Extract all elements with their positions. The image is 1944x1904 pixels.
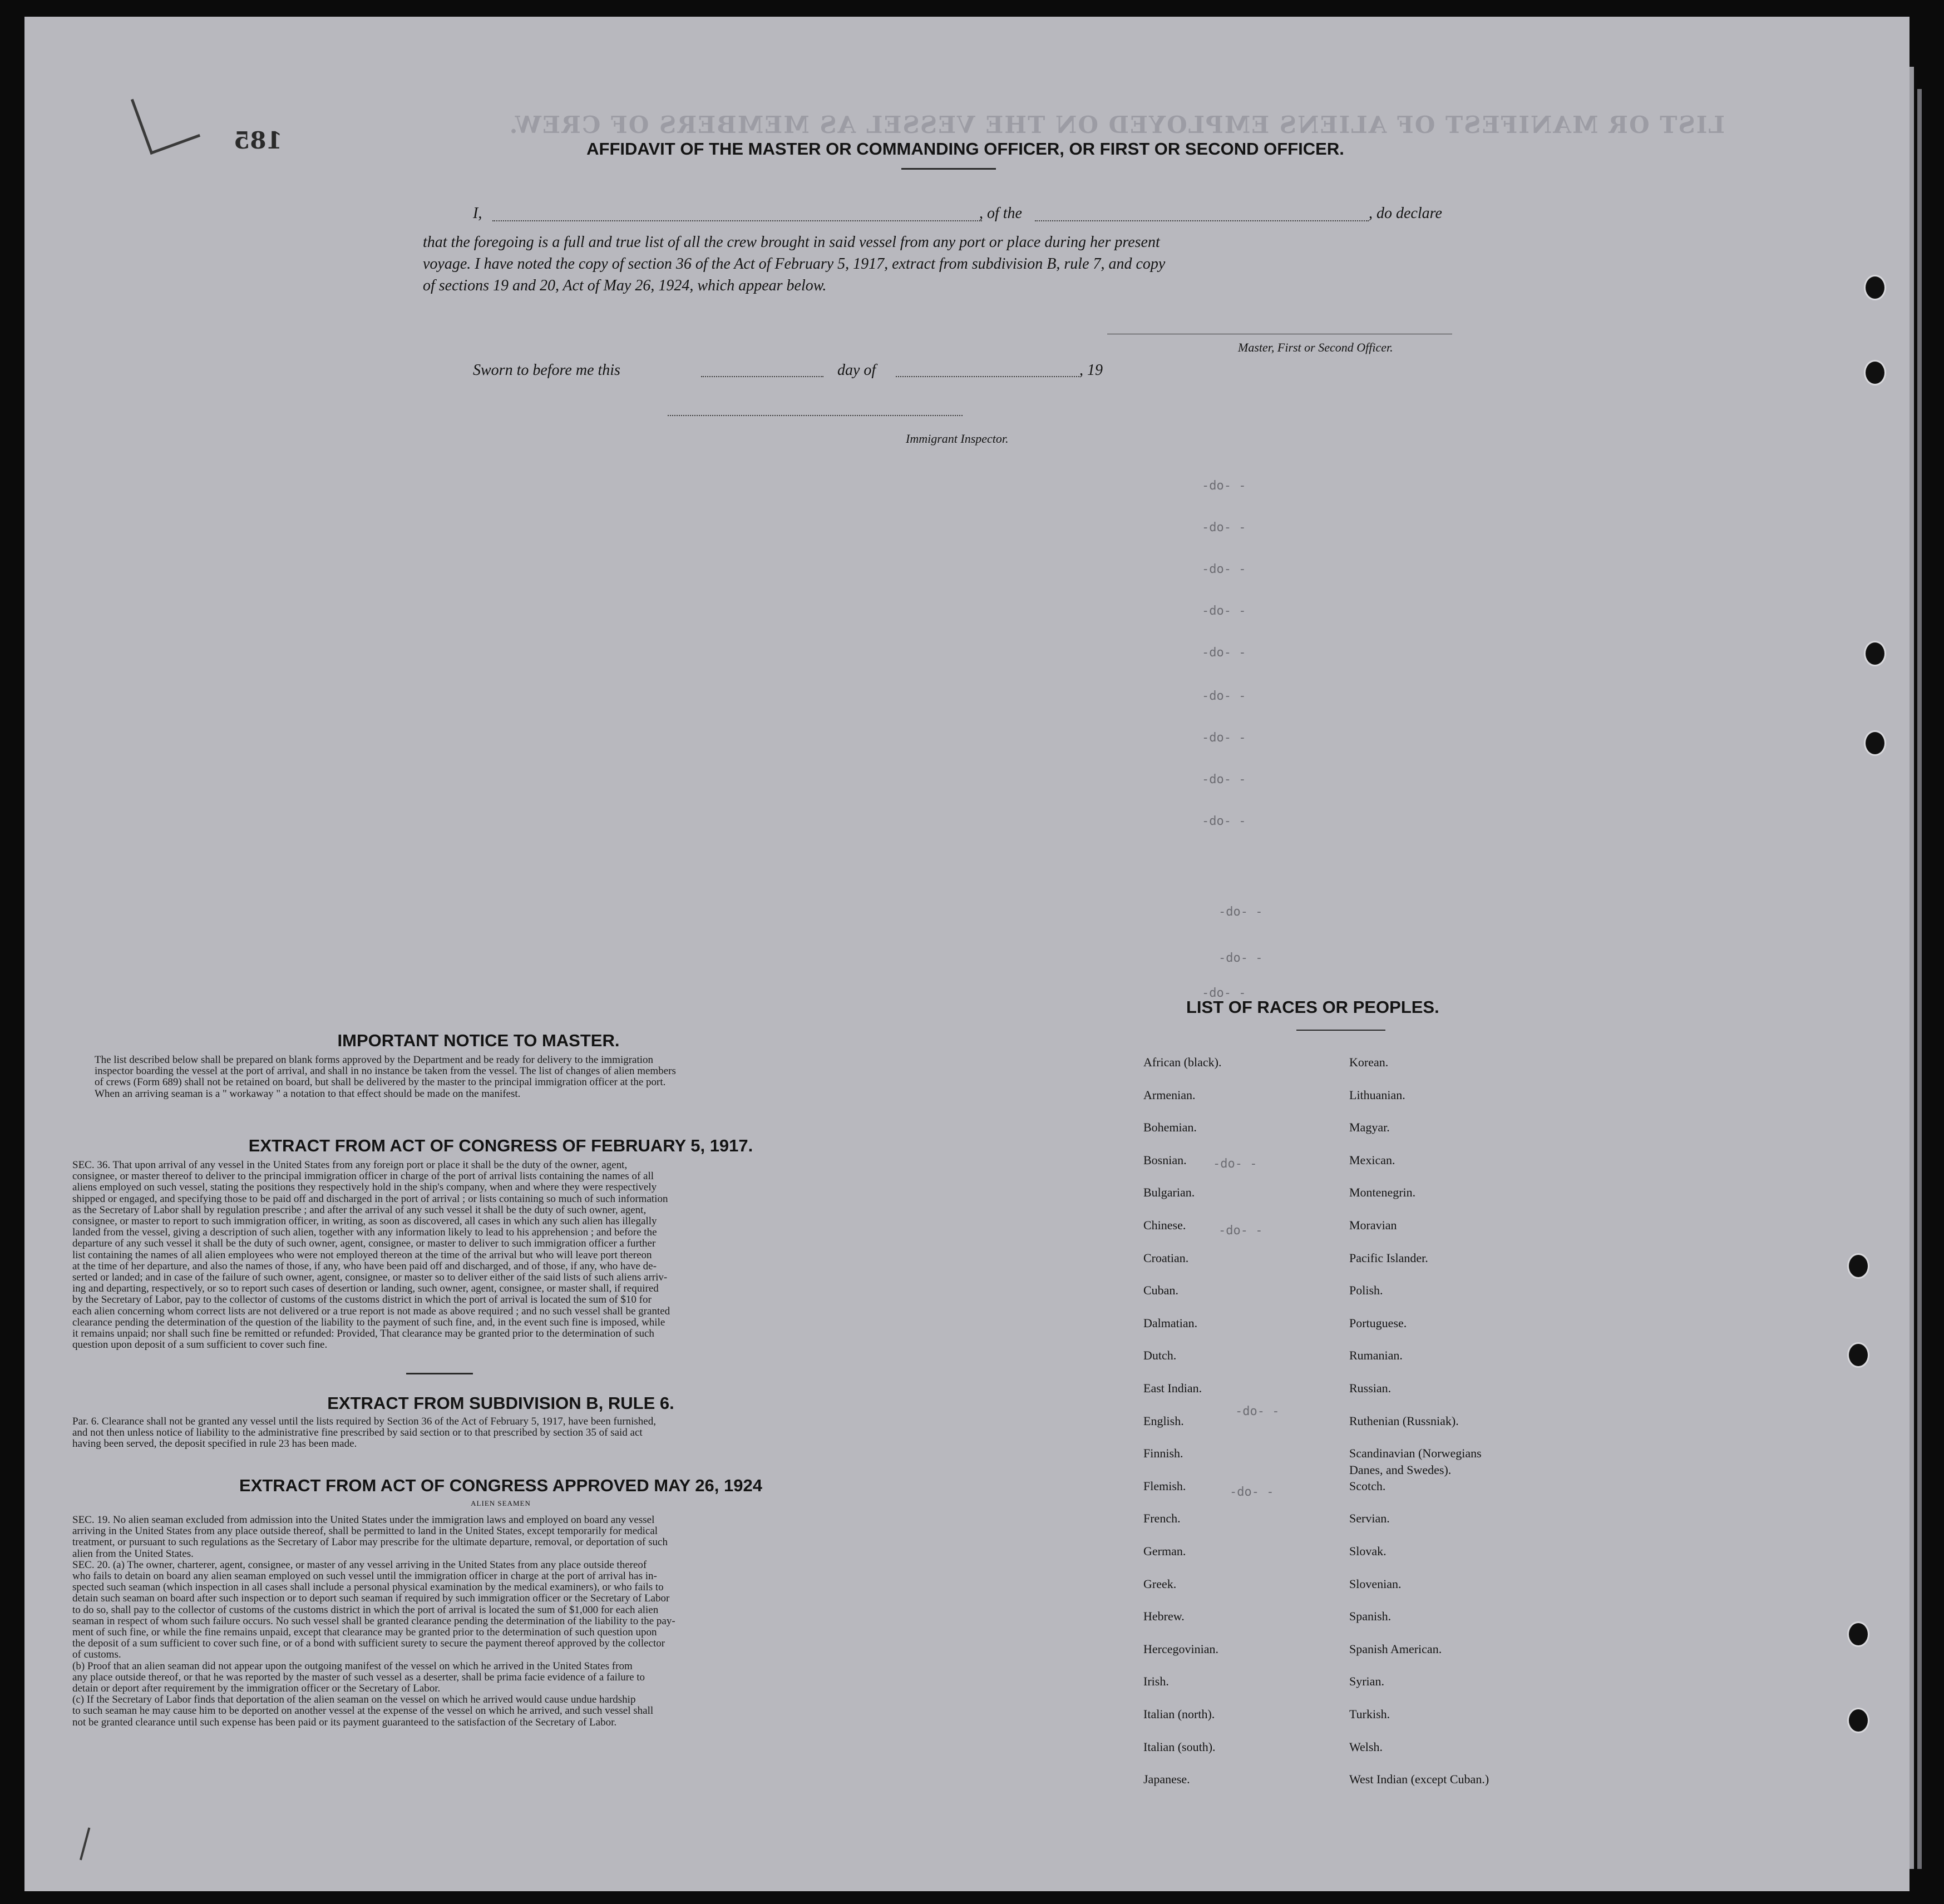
master-caption: Master, First or Second Officer. <box>1238 340 1393 354</box>
race-item: Italian (south). <box>1143 1739 1216 1754</box>
punch-hole <box>1847 1342 1869 1368</box>
affidavit-text-line: that the foregoing is a full and true list of all the crew brought in said vessel from any port or place during her present <box>423 234 1160 251</box>
bleed-through-mark: -do- - <box>1202 562 1246 576</box>
notice-title: IMPORTANT NOTICE TO MASTER. <box>337 1031 620 1050</box>
race-item: African (black). <box>1143 1055 1222 1069</box>
race-item: Turkish. <box>1349 1707 1390 1721</box>
race-item: Welsh. <box>1349 1739 1383 1754</box>
race-item: Finnish. <box>1143 1446 1183 1461</box>
notice-body <box>95 1055 885 1100</box>
text-line: as the Secretary of Labor shall by regulation prescribe ; and after the arrival of any such vessel it shall be the duty of such owner, agent, <box>72 1204 647 1216</box>
race-item: Lithuanian. <box>1349 1087 1405 1102</box>
race-item: Pacific Islander. <box>1349 1250 1428 1265</box>
text-line: aliens employed on such vessel, stating the positions they respectively hold in the ship's company, when and where they were respectively <box>72 1181 657 1194</box>
races-rule <box>1296 1030 1385 1031</box>
race-item: Greek. <box>1143 1576 1177 1591</box>
race-item: English. <box>1143 1413 1184 1428</box>
act-1924-body <box>72 1515 885 1728</box>
race-item: French. <box>1143 1511 1181 1526</box>
text-line: When an arriving seaman is a " workaway " a notation to that effect should be made on the manifest. <box>95 1087 521 1100</box>
text-line: having been served, the deposit specified in rule 23 has been made. <box>72 1438 357 1450</box>
race-item: Slovak. <box>1349 1544 1387 1558</box>
subdivision-title: EXTRACT FROM SUBDIVISION B, RULE 6. <box>327 1393 674 1413</box>
punch-hole <box>1847 1253 1869 1279</box>
affidavit-text-line: voyage. I have noted the copy of section 36 of the Act of February 5, 1917, extract from subdivision B, rule 7, and copy <box>423 255 1166 273</box>
name-blank <box>492 220 982 221</box>
race-item: Scandinavian (Norwegians <box>1349 1446 1482 1461</box>
act-1924-subtitle: ALIEN SEAMEN <box>471 1499 531 1507</box>
text-line: consignee, or master to report to such immigration officer, in writing, as soon as discovered, all cases in which any such alien has illegally <box>72 1215 657 1228</box>
text-line: seaman in respect of whom such failure occurs. No such vessel shall be granted clearance pending the determination of the liability to the pay- <box>72 1615 675 1627</box>
race-item: Ruthenian (Russniak). <box>1349 1413 1459 1428</box>
inspector-signature-line <box>668 415 963 416</box>
affidavit-text-line: of sections 19 and 20, Act of May 26, 1924, which appear below. <box>423 277 827 294</box>
text-line: (c) If the Secretary of Labor finds that deportation of the alien seaman on the vessel on which he arrived would cause undue hardship <box>72 1694 636 1706</box>
races-title: LIST OF RACES OR PEOPLES. <box>1186 997 1439 1017</box>
race-item: Spanish. <box>1349 1609 1392 1624</box>
race-item: Moravian <box>1349 1218 1397 1232</box>
text-line: ing and departing, respectively, or so to report such cases of desertion or landing, such owner, agent, consignee, or master shall, if required <box>72 1283 659 1295</box>
bleed-through-header: LIST OR MANIFEST OF ALIENS EMPLOYED ON THE VESSEL AS MEMBERS OF CREW. <box>508 111 1725 139</box>
bleed-through-mark: -do- - <box>1213 1157 1257 1171</box>
race-item: Bohemian. <box>1143 1120 1197 1135</box>
affidavit-of-the: , of the <box>979 205 1022 222</box>
bleed-through-mark: -do- - <box>1202 689 1246 703</box>
act-1917-body <box>72 1160 885 1351</box>
text-line: and not then unless notice of liability to the administrative fine prescribed by said section or to that prescribed by section 35 of said act <box>72 1427 643 1439</box>
text-line: clearance pending the determination of the question of the liability to the payment of such fine, and, in the event such fine is imposed, while <box>72 1316 665 1328</box>
text-line: detain such seaman on board after such inspection or to deport such seaman if required by such immigration officer or the Secretary of Labor <box>72 1593 670 1605</box>
text-line: question upon deposit of a sum sufficient to cover such fine. <box>72 1339 328 1351</box>
race-item: Flemish. <box>1143 1478 1186 1493</box>
race-item: Danes, and Swedes). <box>1349 1463 1452 1477</box>
text-line: treatment, or pursuant to such regulations as the Secretary of Labor may prescribe for the ultimate departure, removal, or deportation of such <box>72 1536 668 1549</box>
text-line: shipped or engaged, and specifying those to be paid off and discharged in the port of arrival ; or lists containing so much of such information <box>72 1193 668 1205</box>
bleed-through-mark: -do- - <box>1202 604 1246 618</box>
race-item: Magyar. <box>1349 1120 1390 1135</box>
bleed-through-mark: -do- - <box>1202 986 1246 1000</box>
bleed-through-mark: -do- - <box>1202 731 1246 745</box>
title-rule <box>901 168 996 170</box>
page-number: 185 <box>234 127 283 154</box>
bleed-through-mark: -do- - <box>1230 1485 1274 1499</box>
text-line: SEC. 19. No alien seaman excluded from admission into the United States under the immigration laws and employed on board any vessel <box>72 1514 655 1526</box>
day-blank <box>701 376 823 377</box>
race-item: Hebrew. <box>1143 1609 1185 1624</box>
affidavit-title: AFFIDAVIT OF THE MASTER OR COMMANDING OFFICER, OR FIRST OR SECOND OFFICER. <box>586 139 1344 159</box>
text-line: Par. 6. Clearance shall not be granted any vessel until the lists required by Section 36 of the Act of February 5, 1917, have been furnished, <box>72 1416 656 1427</box>
text-line: ment of such fine, or while the fine remains unpaid, except that clearance may be granted prior to the determination of such question upon <box>72 1626 657 1639</box>
text-line: the deposit of a sum sufficient to cover such fine, or of a bond with sufficient surety to secure the payment thereof approved by the collector <box>72 1638 665 1650</box>
text-line: at the time of her departure, and also the names of those, if any, who have been paid off and discharged, and of those, if any, who have de- <box>72 1260 657 1272</box>
text-line: spected such seaman (which inspection in all cases shall include a personal physical examination by the medical examiners), or who fails to <box>72 1581 664 1594</box>
race-item: Portuguese. <box>1349 1316 1407 1330</box>
bleed-through-mark: -do- - <box>1202 646 1246 660</box>
race-item: Polish. <box>1349 1283 1383 1298</box>
race-item: Servian. <box>1349 1511 1390 1526</box>
day-of-label: day of <box>837 362 876 379</box>
bleed-through-mark: -do- - <box>1202 479 1246 493</box>
text-line: each alien concerning whom correct lists are not delivered or a true report is not made as above required ; and no such vessel shall be granted <box>72 1305 670 1317</box>
month-blank <box>896 376 1079 377</box>
race-item: Russian. <box>1349 1381 1392 1395</box>
race-item: Scotch. <box>1349 1478 1386 1493</box>
text-line: SEC. 36. That upon arrival of any vessel in the United States from any foreign port or place it shall be the duty of the owner, agent, <box>72 1159 628 1171</box>
act-1924-title: EXTRACT FROM ACT OF CONGRESS APPROVED MAY 26, 1924 <box>239 1476 762 1495</box>
year-label: , 19 <box>1079 362 1103 379</box>
race-item: Italian (north). <box>1143 1707 1215 1721</box>
text-line: list containing the names of all alien employees who were not employed thereon at the time of the arrival but who will leave port thereon <box>72 1249 652 1261</box>
affidavit-do-declare: , do declare <box>1369 205 1442 222</box>
text-line: by the Secretary of Labor, pay to the collector of customs of the customs district in which the port of arrival is located the sum of $10 for <box>72 1294 652 1306</box>
race-item: Hercegovinian. <box>1143 1641 1218 1656</box>
act-1917-title: EXTRACT FROM ACT OF CONGRESS OF FEBRUARY 5, 1917. <box>248 1136 753 1155</box>
race-item: Armenian. <box>1143 1087 1196 1102</box>
race-item: West Indian (except Cuban.) <box>1349 1772 1489 1787</box>
text-line: of customs. <box>72 1649 121 1661</box>
affidavit-i: I, <box>473 205 482 222</box>
bleed-through-mark: -do- - <box>1218 951 1263 965</box>
text-line: (b) Proof that an alien seaman did not appear upon the outgoing manifest of the vessel on which he arrived in the United States from <box>72 1660 633 1672</box>
text-line: of crews (Form 689) shall not be retained on board, but shall be delivered by the master to the principal immigration officer at the port. <box>95 1076 666 1089</box>
text-line: who fails to detain on board any alien seaman employed on such vessel until the immigration officer in charge at the port of arrival has in- <box>72 1570 657 1582</box>
bleed-through-mark: -do- - <box>1235 1404 1280 1418</box>
punch-hole <box>1847 1621 1869 1647</box>
race-item: Syrian. <box>1349 1674 1384 1689</box>
text-line: The list described below shall be prepared on blank forms approved by the Department and be ready for delivery to the immigration <box>95 1054 654 1066</box>
page-edge-back <box>1917 89 1922 1869</box>
section-rule <box>406 1373 473 1374</box>
text-line: SEC. 20. (a) The owner, charterer, agent, consignee, or master of any vessel arriving in the United States from any place outside thereof <box>72 1559 647 1571</box>
race-item: Rumanian. <box>1349 1348 1403 1363</box>
bleed-through-mark: -do- - <box>1202 521 1246 535</box>
bleed-through-mark: -do- - <box>1218 905 1263 919</box>
punch-hole <box>1847 1708 1869 1733</box>
race-item: Dutch. <box>1143 1348 1177 1363</box>
inspector-caption: Immigrant Inspector. <box>906 432 1009 446</box>
punch-hole <box>1864 360 1886 385</box>
race-item: Dalmatian. <box>1143 1316 1198 1330</box>
text-line: not be granted clearance until such expense has been paid or its payment guaranteed to the satisfaction of the Secretary of Labor. <box>72 1716 617 1728</box>
punch-hole <box>1864 641 1886 666</box>
punch-hole <box>1864 730 1886 756</box>
vessel-blank <box>1035 220 1369 221</box>
text-line: serted or landed; and in case of the failure of such owner, agent, consignee, or master so to deliver either of the said lists of such aliens arriv- <box>72 1272 668 1284</box>
race-item: Slovenian. <box>1349 1576 1402 1591</box>
text-line: departure of any such vessel it shall be the duty of such owner, agent, consignee, or master to deliver to such immigration officer a further <box>72 1238 656 1250</box>
sworn-label: Sworn to before me this <box>473 362 620 379</box>
race-item: German. <box>1143 1544 1186 1558</box>
text-line: alien from the United States. <box>72 1547 194 1560</box>
race-item: Cuban. <box>1143 1283 1178 1298</box>
text-line: to such seaman he may cause him to be deported on another vessel at the expense of the vessel on which he arrived, and such vessel shall <box>72 1705 654 1717</box>
race-item: Irish. <box>1143 1674 1169 1689</box>
punch-hole <box>1864 275 1886 300</box>
text-line: arriving in the United States from any place outside thereof, shall be permitted to land in the United States, except temporarily for medical <box>72 1525 658 1537</box>
text-line: landed from the vessel, giving a description of such alien, together with any information likely to lead to his apprehension ; and before the <box>72 1227 657 1239</box>
bleed-through-mark: -do- - <box>1202 814 1246 828</box>
race-item: Chinese. <box>1143 1218 1186 1232</box>
race-item: Montenegrin. <box>1349 1185 1416 1200</box>
text-line: any place outside thereof, or that he was reported by the master of such vessel as a deserter, shall be prima facie evidence of a failure to <box>72 1671 645 1683</box>
bleed-through-mark: -do- - <box>1218 1224 1263 1238</box>
race-item: Japanese. <box>1143 1772 1190 1787</box>
race-item: Bulgarian. <box>1143 1185 1195 1200</box>
race-item: Korean. <box>1349 1055 1389 1069</box>
text-line: it remains unpaid; nor shall such fine be remitted or refunded: Provided, That clearance may be granted prior to the determination of such <box>72 1328 654 1340</box>
text-line: consignee, or master thereof to deliver to the principal immigration officer in charge of the port of arrival lists containing the names of all <box>72 1170 654 1183</box>
race-item: Mexican. <box>1349 1153 1395 1167</box>
race-item: Croatian. <box>1143 1250 1189 1265</box>
text-line: to do so, shall pay to the collector of customs of the customs district in which the port of arrival is located the sum of $1,000 for each alien <box>72 1604 659 1616</box>
text-line: inspector boarding the vessel at the port of arrival, and shall in no instance be taken from the vessel. The list of changes of alien members <box>95 1065 676 1077</box>
text-line: detain or deport after requirement by the immigration officer or the Secretary of Labor. <box>72 1683 441 1695</box>
subdivision-body <box>72 1416 885 1450</box>
race-item: East Indian. <box>1143 1381 1202 1395</box>
bleed-through-mark: -do- - <box>1202 773 1246 787</box>
race-item: Spanish American. <box>1349 1641 1442 1656</box>
race-item: Bosnian. <box>1143 1153 1187 1167</box>
